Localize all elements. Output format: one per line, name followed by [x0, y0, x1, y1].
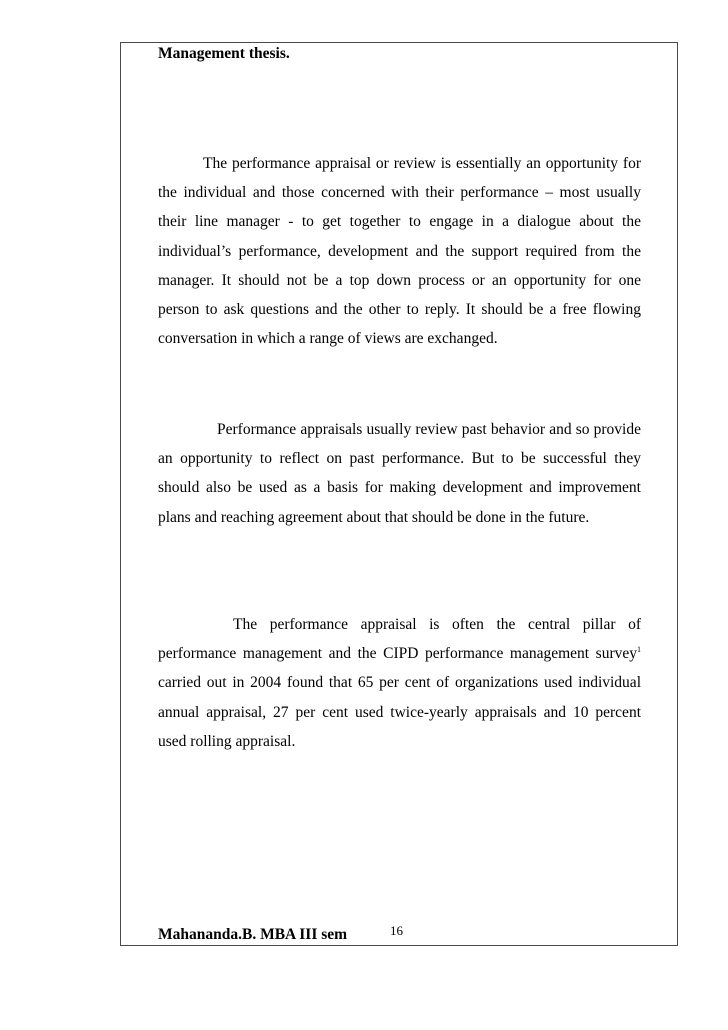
page-header-title: Management thesis. — [158, 45, 290, 62]
page-number: 16 — [390, 923, 403, 938]
footnote-marker: 1 — [637, 645, 641, 655]
body-paragraph-1 — [158, 149, 641, 353]
body-paragraph-2 — [158, 415, 641, 532]
paragraph-text: Performance appraisals usually review past behavior and so provide an opportunity to reflect on past performance. But to be successful they should also be used as a basis for making development and improvement plans and reaching agreement about that should be done in the future. — [158, 421, 641, 526]
body-paragraph-3 — [158, 610, 641, 756]
footer-author: Mahananda.B. MBA III sem — [158, 926, 348, 943]
paragraph-text-before-footnote: The performance appraisal is often the central pillar of performance management and the CIPD performance management survey — [158, 616, 641, 663]
paragraph-text-after-footnote: carried out in 2004 found that 65 per cent of organizations used individual annual appraisal, 27 per cent used twice-yearly appraisals and 10 percent used rolling appraisal. — [158, 674, 641, 750]
paragraph-text: The performance appraisal or review is essentially an opportunity for the individual and those concerned with their performance – most usually their line manager - to get together to engage in a dialogue about the individual’s performance, development and the support required from the manager. It should not be a top down process or an opportunity for one person to ask questions and the other to reply. It should be a free flowing conversation in which a range of views are exchanged. — [158, 155, 641, 348]
